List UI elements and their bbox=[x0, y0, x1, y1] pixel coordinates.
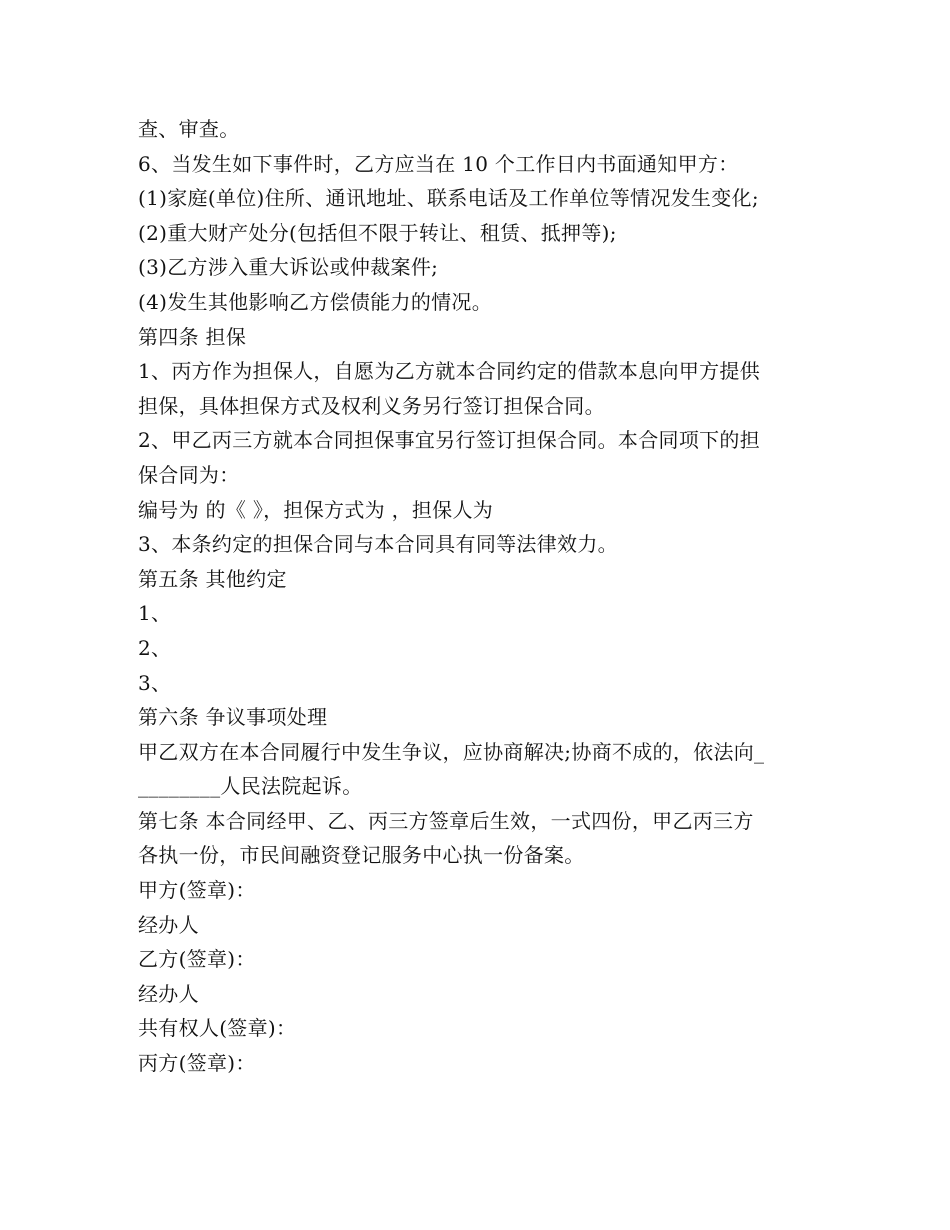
text-line: 编号为 的《 》，担保方式为 ，担保人为 bbox=[138, 497, 494, 522]
text-line: (4)发生其他影响乙方偿债能力的情况。 bbox=[138, 289, 493, 314]
list-item: 1、 bbox=[138, 601, 172, 626]
text-line: 甲乙双方在本合同履行中发生争议，应协商解决;协商不成的，依法向_ bbox=[138, 739, 765, 764]
text-line: 担保，具体担保方式及权利义务另行签订担保合同。 bbox=[138, 393, 605, 418]
text-line: 3、本条约定的担保合同与本合同具有同等法律效力。 bbox=[138, 532, 618, 557]
section-heading: 第六条 争议事项处理 bbox=[138, 705, 328, 730]
document-body bbox=[138, 112, 818, 1081]
text-line: 2、甲乙丙三方就本合同担保事宜另行签订担保合同。本合同项下的担 bbox=[138, 428, 761, 453]
text-line: (2)重大财产处分(包括但不限于转让、租赁、抵押等); bbox=[138, 220, 617, 245]
text-line: ________人民法院起诉。 bbox=[138, 774, 363, 799]
signature-line: 经办人 bbox=[138, 981, 199, 1006]
text-line: 1、丙方作为担保人，自愿为乙方就本合同约定的借款本息向甲方提供 bbox=[138, 359, 761, 384]
text-line: (3)乙方涉入重大诉讼或仲裁案件; bbox=[138, 255, 439, 280]
signature-line: 丙方(签章)： bbox=[138, 1051, 256, 1076]
text-line: 6、当发生如下事件时，乙方应当在 10 个工作日内书面通知甲方： bbox=[138, 151, 739, 176]
text-line: 保合同为： bbox=[138, 462, 240, 487]
signature-line: 经办人 bbox=[138, 912, 199, 937]
list-item: 2、 bbox=[138, 635, 172, 660]
section-heading: 第五条 其他约定 bbox=[138, 566, 287, 591]
text-line: 查、审查。 bbox=[138, 117, 240, 141]
signature-line: 甲方(签章)： bbox=[138, 878, 256, 903]
list-item: 3、 bbox=[138, 670, 172, 695]
section-heading: 第七条 本合同经甲、乙、丙三方签章后生效，一式四份，甲乙丙三方 bbox=[138, 808, 754, 833]
text-line: (1)家庭(单位)住所、通讯地址、联系电话及工作单位等情况发生变化; bbox=[138, 186, 759, 211]
signature-line: 共有权人(签章)： bbox=[138, 1016, 297, 1041]
signature-line: 乙方(签章)： bbox=[138, 947, 256, 972]
text-line: 各执一份，市民间融资登记服务中心执一份备案。 bbox=[138, 843, 585, 868]
section-heading: 第四条 担保 bbox=[138, 324, 247, 349]
